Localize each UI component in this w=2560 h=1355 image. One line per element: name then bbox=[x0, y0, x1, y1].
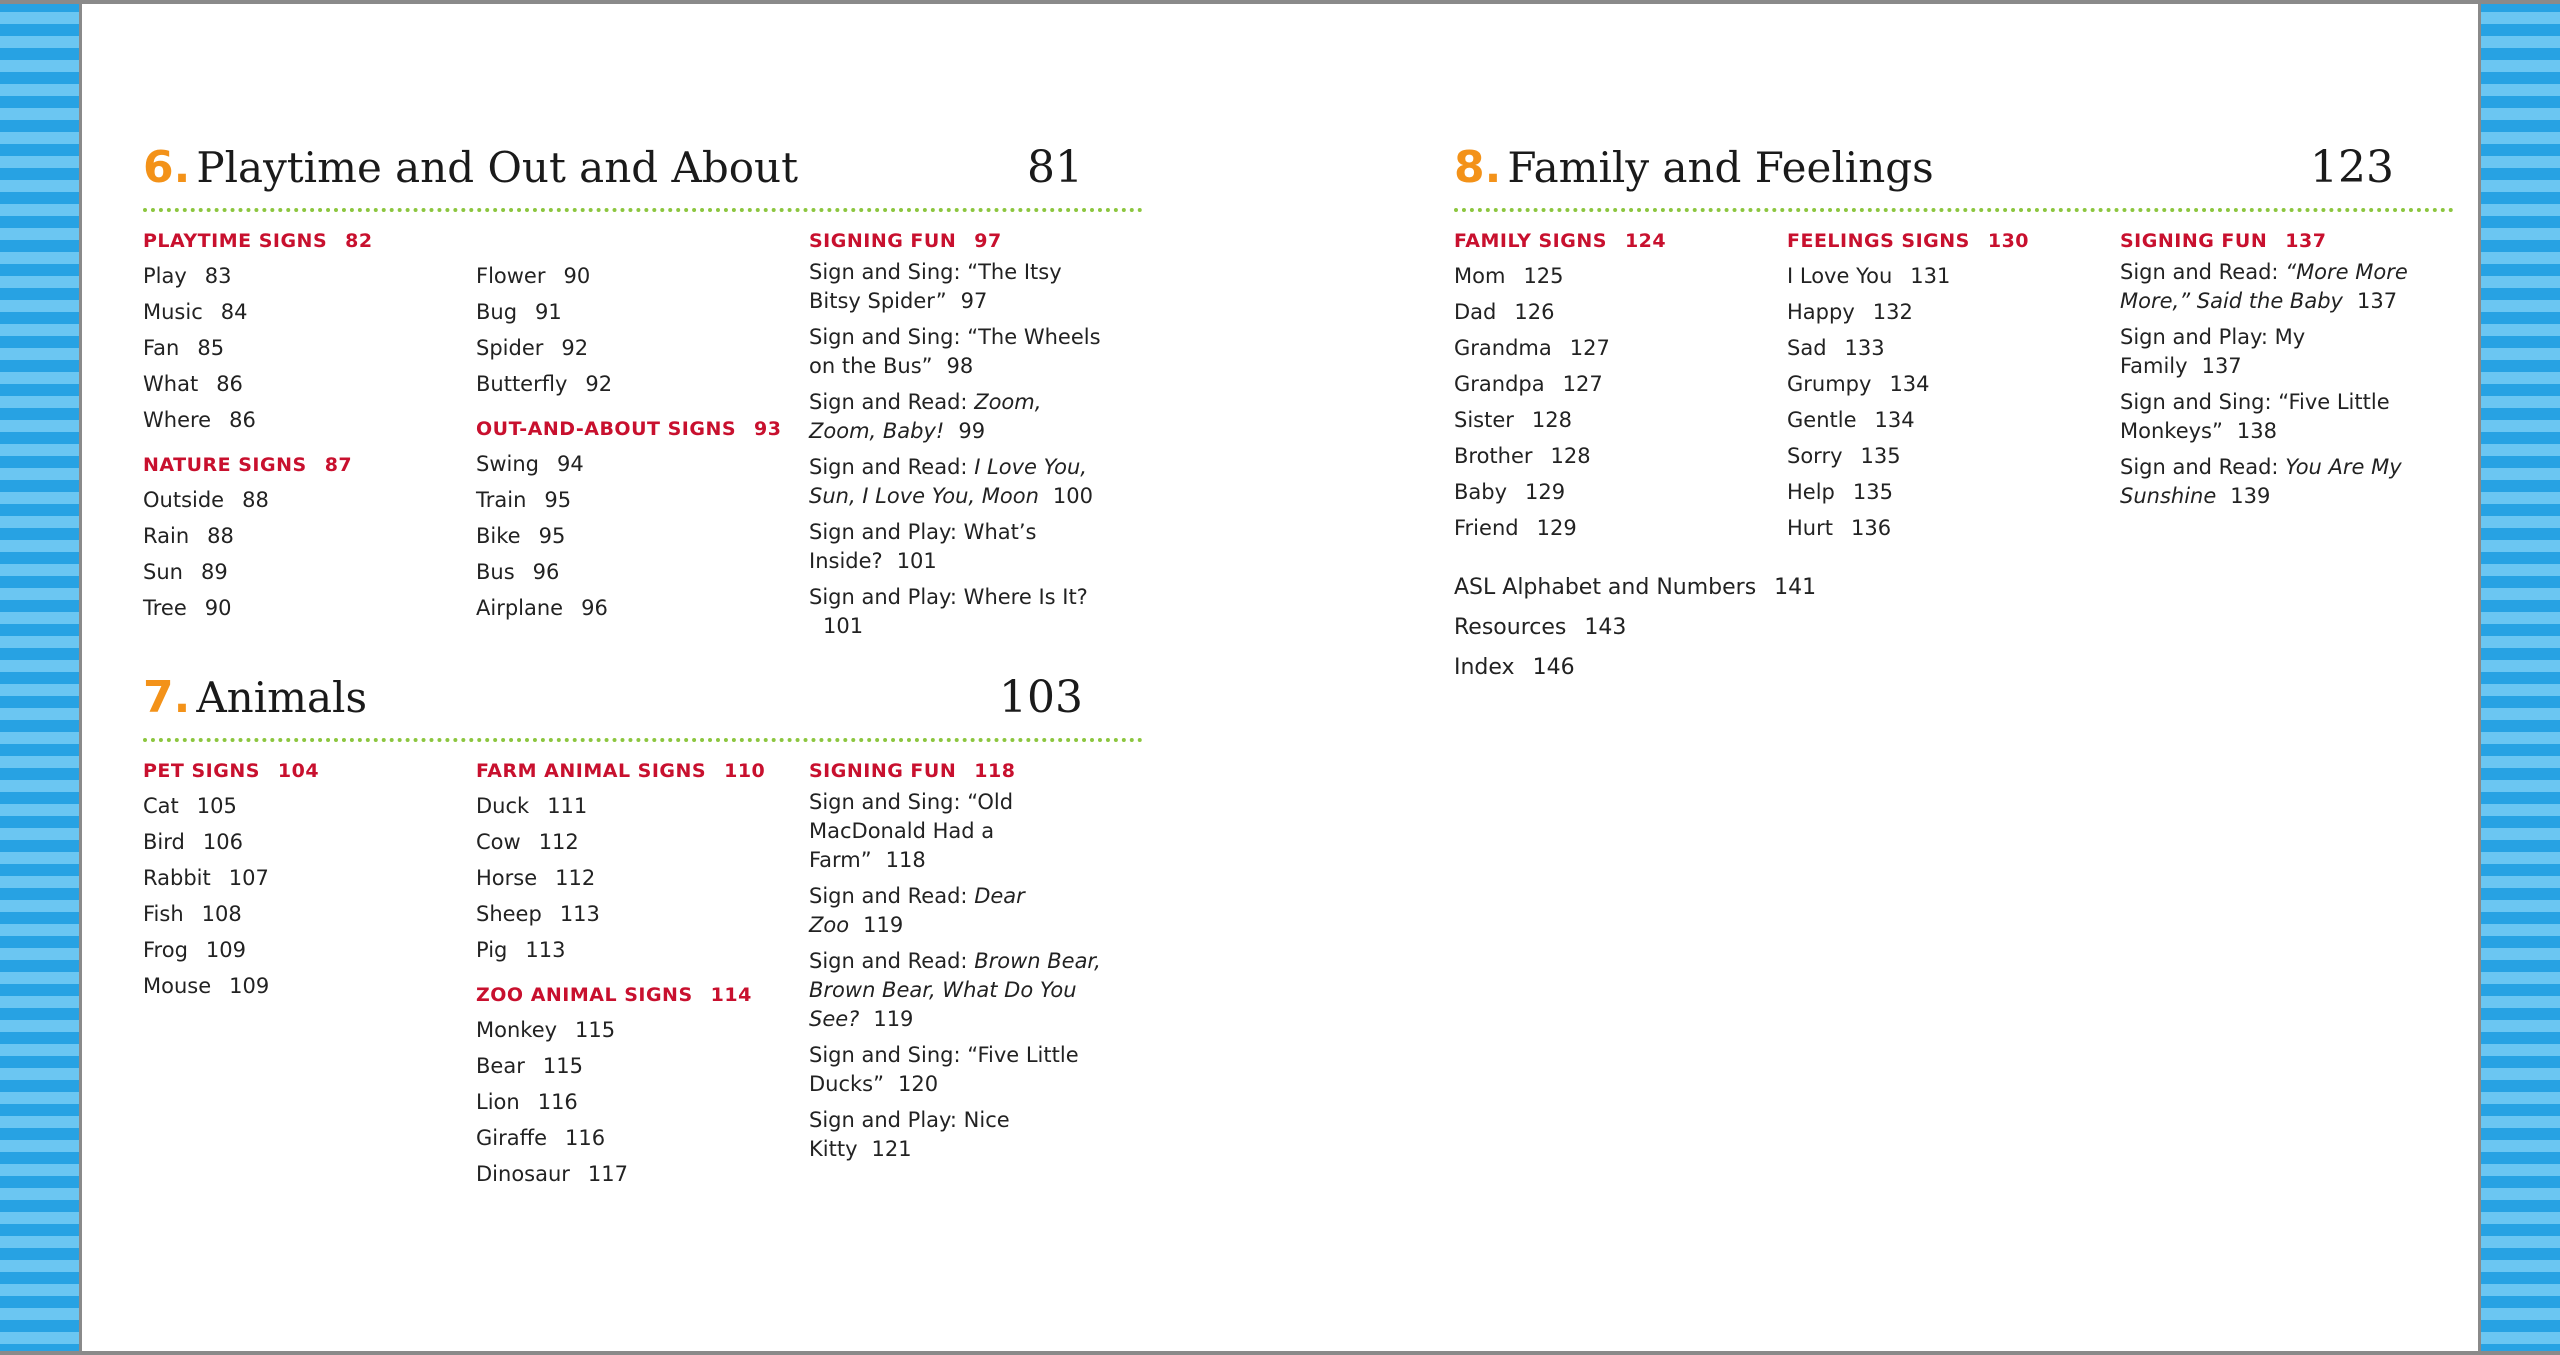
entry-page-number: 86 bbox=[229, 408, 256, 432]
entry-label: Baby bbox=[1454, 480, 1508, 504]
entry-page-number: 132 bbox=[1872, 300, 1913, 324]
entry-label: Mouse bbox=[143, 974, 212, 998]
entry-page-number: 92 bbox=[585, 372, 613, 396]
section-heading-label: SIGNING FUN bbox=[809, 760, 957, 782]
signing-fun-entry[interactable] bbox=[809, 323, 1109, 381]
entry-page-number: 117 bbox=[587, 1162, 629, 1186]
entry-label: Butterfly bbox=[476, 372, 568, 396]
section-page-number: 97 bbox=[974, 230, 1002, 252]
signing-fun-entry[interactable] bbox=[809, 1041, 1109, 1099]
entry-page-number: 88 bbox=[207, 524, 234, 548]
entry-label: Bug bbox=[476, 300, 518, 324]
back-matter-entry[interactable] bbox=[1454, 608, 1816, 648]
entry-label: Dinosaur bbox=[476, 1162, 570, 1186]
entry-label: Rabbit bbox=[143, 866, 211, 890]
signing-fun-entry[interactable] bbox=[809, 258, 1109, 316]
right-stripe-border bbox=[2478, 0, 2560, 1355]
section-spacer bbox=[476, 224, 809, 258]
section-heading-label: ZOO ANIMAL SIGNS bbox=[476, 984, 693, 1006]
toc-entry[interactable] bbox=[1787, 510, 2120, 546]
section-page-number: 93 bbox=[754, 418, 782, 440]
toc-entry[interactable] bbox=[143, 968, 476, 1004]
entry-page-number: 88 bbox=[242, 488, 269, 512]
toc-entry[interactable] bbox=[1454, 366, 1787, 402]
entry-page-number: 133 bbox=[1844, 336, 1885, 360]
entry-label: Sign and Sing: “The Itsy Bitsy Spider” bbox=[809, 260, 1062, 313]
entry-label: Sign and Play: Nice Kitty bbox=[809, 1108, 1010, 1161]
entry-page-number: 134 bbox=[1889, 372, 1930, 396]
back-matter-list bbox=[1454, 568, 1816, 688]
entry-label: Sun bbox=[143, 560, 183, 584]
chapter-6 bbox=[143, 142, 1143, 648]
entry-page-number: 97 bbox=[960, 289, 988, 313]
toc-entry[interactable] bbox=[143, 518, 476, 554]
entry-label: Brother bbox=[1454, 444, 1533, 468]
chapter-number: 8. bbox=[1454, 142, 1502, 193]
entry-page-number: 95 bbox=[544, 488, 572, 512]
toc-entry[interactable] bbox=[476, 1084, 809, 1120]
entry-label: Play bbox=[143, 264, 187, 288]
entry-label: Airplane bbox=[476, 596, 564, 620]
section-heading bbox=[476, 412, 809, 446]
entry-page-number: 96 bbox=[581, 596, 608, 620]
entry-label: Sign and Play: Where Is It? bbox=[809, 585, 1088, 609]
entry-label: ASL Alphabet and Numbers bbox=[1454, 575, 1757, 600]
section-heading-label: FARM ANIMAL SIGNS bbox=[476, 760, 707, 782]
entry-page-number: 99 bbox=[958, 419, 986, 443]
entry-page-number: 135 bbox=[1852, 480, 1893, 504]
toc-entry[interactable] bbox=[476, 518, 809, 554]
toc-column bbox=[476, 224, 809, 648]
chapter-page-number: 123 bbox=[2310, 142, 2394, 193]
entry-label: Sign and Play: What’s Inside? bbox=[809, 520, 1037, 573]
entry-title-italic: I Love You, Sun, I Love You, Moon bbox=[809, 455, 1087, 508]
toc-columns bbox=[1454, 224, 2454, 546]
entry-page-number: 141 bbox=[1774, 575, 1817, 600]
entry-page-number: 126 bbox=[1514, 300, 1555, 324]
entry-label: Sign and Sing: “The Wheels on the Bus” bbox=[809, 325, 1101, 378]
entry-label: Swing bbox=[476, 452, 539, 476]
toc-entry[interactable] bbox=[476, 788, 809, 824]
entry-page-number: 101 bbox=[896, 549, 937, 573]
chapter-title: Animals bbox=[196, 673, 368, 722]
toc-entry[interactable] bbox=[1787, 438, 2120, 474]
entry-page-number: 134 bbox=[1874, 408, 1915, 432]
signing-fun-column bbox=[809, 754, 1109, 1192]
entry-label: Fan bbox=[143, 336, 180, 360]
toc-entry[interactable] bbox=[1454, 294, 1787, 330]
toc-columns bbox=[143, 224, 1143, 648]
entry-page-number: 112 bbox=[538, 830, 579, 854]
chapter-page-number: 81 bbox=[1027, 142, 1083, 193]
entry-page-number: 84 bbox=[220, 300, 248, 324]
entry-label: Spider bbox=[476, 336, 544, 360]
entry-page-number: 98 bbox=[946, 354, 974, 378]
section-heading-label: FAMILY SIGNS bbox=[1454, 230, 1607, 252]
signing-fun-entry[interactable] bbox=[2120, 453, 2420, 511]
chapter-heading bbox=[1454, 142, 2454, 200]
entry-label: I Love You bbox=[1787, 264, 1893, 288]
back-matter-entry[interactable] bbox=[1454, 568, 1816, 608]
toc-column bbox=[143, 754, 476, 1192]
section-heading-label: OUT-AND-ABOUT SIGNS bbox=[476, 418, 737, 440]
entry-page-number: 92 bbox=[561, 336, 589, 360]
entry-page-number: 101 bbox=[823, 614, 864, 638]
toc-entry[interactable] bbox=[1787, 258, 2120, 294]
entry-page-number: 107 bbox=[228, 866, 269, 890]
entry-title-italic: Brown Bear, Brown Bear, What Do You See? bbox=[809, 949, 1101, 1031]
entry-page-number: 91 bbox=[535, 300, 562, 324]
entry-page-number: 120 bbox=[898, 1072, 939, 1096]
entry-page-number: 121 bbox=[871, 1137, 912, 1161]
section-heading bbox=[1454, 224, 1787, 258]
entry-page-number: 119 bbox=[863, 913, 904, 937]
entry-label: Sign and Play: My Family bbox=[2120, 325, 2306, 378]
entry-page-number: 95 bbox=[538, 524, 566, 548]
entry-page-number: 100 bbox=[1052, 484, 1093, 508]
entry-label: Sorry bbox=[1787, 444, 1843, 468]
toc-entry[interactable] bbox=[143, 330, 476, 366]
frame-top bbox=[0, 0, 2560, 4]
toc-entry[interactable] bbox=[143, 258, 476, 294]
entry-label: Gentle bbox=[1787, 408, 1857, 432]
section-heading bbox=[143, 448, 476, 482]
entry-label: Flower bbox=[476, 264, 546, 288]
frame-bottom bbox=[0, 1351, 2560, 1355]
entry-label: Sign and Sing: “Old MacDonald Had a Farm” bbox=[809, 790, 1014, 872]
section-page-number: 82 bbox=[345, 230, 373, 252]
entry-label: Hurt bbox=[1787, 516, 1833, 540]
entry-label: Grandma bbox=[1454, 336, 1552, 360]
toc-entry[interactable] bbox=[143, 824, 476, 860]
toc-entry[interactable] bbox=[476, 554, 809, 590]
entry-label: Dad bbox=[1454, 300, 1497, 324]
signing-fun-entry[interactable] bbox=[2120, 258, 2420, 316]
toc-entry[interactable] bbox=[1787, 366, 2120, 402]
toc-entry[interactable] bbox=[1454, 330, 1787, 366]
toc-entry[interactable] bbox=[476, 1012, 809, 1048]
entry-label: Lion bbox=[476, 1090, 520, 1114]
entry-page-number: 109 bbox=[229, 974, 270, 998]
chapter-title: Family and Feelings bbox=[1507, 143, 1934, 192]
entry-label: Sad bbox=[1787, 336, 1827, 360]
entry-label: Help bbox=[1787, 480, 1835, 504]
entry-page-number: 108 bbox=[201, 902, 242, 926]
signing-fun-entry[interactable] bbox=[2120, 323, 2420, 381]
entry-page-number: 138 bbox=[2236, 419, 2277, 443]
entry-label: Frog bbox=[143, 938, 188, 962]
section-page-number: 114 bbox=[710, 984, 752, 1006]
toc-entry[interactable] bbox=[476, 590, 809, 626]
section-page-number: 110 bbox=[724, 760, 766, 782]
toc-entry[interactable] bbox=[143, 482, 476, 518]
entry-page-number: 127 bbox=[1562, 372, 1603, 396]
left-stripe-border bbox=[0, 0, 82, 1355]
section-heading bbox=[476, 754, 809, 788]
signing-fun-entry[interactable] bbox=[809, 583, 1109, 641]
entry-label: Sign and Read: bbox=[2120, 260, 2286, 284]
entry-page-number: 115 bbox=[542, 1054, 583, 1078]
entry-page-number: 118 bbox=[885, 848, 926, 872]
entry-label: Grandpa bbox=[1454, 372, 1545, 396]
toc-entry[interactable] bbox=[1454, 258, 1787, 294]
section-heading bbox=[2120, 224, 2420, 258]
section-heading-label: FEELINGS SIGNS bbox=[1787, 230, 1970, 252]
entry-label: Bus bbox=[476, 560, 515, 584]
toc-entry[interactable] bbox=[476, 1048, 809, 1084]
toc-entry[interactable] bbox=[476, 258, 809, 294]
entry-title-italic: Zoom, Zoom, Baby! bbox=[809, 390, 1042, 443]
chapter-7 bbox=[143, 672, 1143, 1192]
entry-page-number: 85 bbox=[197, 336, 225, 360]
entry-label: Cat bbox=[143, 794, 179, 818]
toc-entry[interactable] bbox=[476, 482, 809, 518]
toc-entry[interactable] bbox=[476, 896, 809, 932]
entry-page-number: 139 bbox=[2230, 484, 2271, 508]
entry-label: Giraffe bbox=[476, 1126, 547, 1150]
back-matter-entry[interactable] bbox=[1454, 648, 1816, 688]
signing-fun-entry[interactable] bbox=[809, 882, 1109, 940]
toc-entry[interactable] bbox=[1454, 438, 1787, 474]
entry-label: What bbox=[143, 372, 199, 396]
toc-entry[interactable] bbox=[143, 788, 476, 824]
section-heading bbox=[809, 224, 1109, 258]
entry-page-number: 115 bbox=[575, 1018, 616, 1042]
entry-page-number: 135 bbox=[1860, 444, 1901, 468]
entry-label: Sign and Read: bbox=[2120, 455, 2286, 479]
entry-label: Tree bbox=[143, 596, 187, 620]
entry-title-italic: You Are My Sunshine bbox=[2120, 455, 2402, 508]
entry-label: Fish bbox=[143, 902, 184, 926]
entry-page-number: 96 bbox=[532, 560, 560, 584]
entry-label: Happy bbox=[1787, 300, 1855, 324]
chapter-number: 6. bbox=[143, 142, 191, 193]
chapter-8 bbox=[1454, 142, 2454, 546]
toc-entry[interactable] bbox=[476, 1120, 809, 1156]
toc-entry[interactable] bbox=[476, 446, 809, 482]
toc-column bbox=[476, 754, 809, 1192]
entry-title-italic: “More More More,” Said the Baby bbox=[2120, 260, 2408, 313]
entry-page-number: 131 bbox=[1910, 264, 1951, 288]
entry-label: Train bbox=[476, 488, 527, 512]
entry-page-number: 146 bbox=[1532, 655, 1575, 680]
entry-page-number: 143 bbox=[1584, 615, 1627, 640]
toc-columns bbox=[143, 754, 1143, 1192]
signing-fun-entry[interactable] bbox=[809, 518, 1109, 576]
toc-entry[interactable] bbox=[476, 824, 809, 860]
entry-page-number: 128 bbox=[1531, 408, 1572, 432]
chapter-number: 7. bbox=[143, 672, 191, 723]
section-heading-label: NATURE SIGNS bbox=[143, 454, 307, 476]
entry-page-number: 119 bbox=[873, 1007, 914, 1031]
toc-entry[interactable] bbox=[476, 330, 809, 366]
entry-title-italic: Dear Zoo bbox=[809, 884, 1025, 937]
dotted-rule bbox=[1454, 208, 2454, 212]
entry-label: Sign and Sing: “Five Little Ducks” bbox=[809, 1043, 1079, 1096]
signing-fun-entry[interactable] bbox=[809, 947, 1109, 1034]
section-heading-label: SIGNING FUN bbox=[2120, 230, 2268, 252]
entry-page-number: 94 bbox=[556, 452, 584, 476]
entry-label: Grumpy bbox=[1787, 372, 1872, 396]
entry-label: Index bbox=[1454, 655, 1515, 680]
entry-label: Mom bbox=[1454, 264, 1506, 288]
signing-fun-entry[interactable] bbox=[809, 388, 1109, 446]
chapter-page-number: 103 bbox=[999, 672, 1083, 723]
entry-page-number: 129 bbox=[1536, 516, 1577, 540]
chapter-title: Playtime and Out and About bbox=[196, 143, 798, 192]
entry-page-number: 128 bbox=[1550, 444, 1591, 468]
section-page-number: 130 bbox=[1987, 230, 2030, 252]
entry-label: Sheep bbox=[476, 902, 542, 926]
toc-entry[interactable] bbox=[476, 860, 809, 896]
section-heading-label: SIGNING FUN bbox=[809, 230, 957, 252]
entry-label: Duck bbox=[476, 794, 530, 818]
entry-page-number: 113 bbox=[559, 902, 600, 926]
entry-page-number: 89 bbox=[200, 560, 228, 584]
toc-entry[interactable] bbox=[476, 366, 809, 402]
entry-page-number: 90 bbox=[204, 596, 232, 620]
signing-fun-entry[interactable] bbox=[2120, 388, 2420, 446]
entry-page-number: 111 bbox=[547, 794, 588, 818]
entry-page-number: 137 bbox=[2201, 354, 2242, 378]
signing-fun-entry[interactable] bbox=[809, 453, 1109, 511]
entry-page-number: 136 bbox=[1850, 516, 1892, 540]
entry-label: Sign and Sing: “Five Little Monkeys” bbox=[2120, 390, 2390, 443]
toc-column bbox=[143, 224, 476, 648]
toc-entry[interactable] bbox=[143, 860, 476, 896]
signing-fun-entry[interactable] bbox=[809, 1106, 1109, 1164]
chapter-heading bbox=[143, 672, 1143, 730]
signing-fun-column bbox=[2120, 224, 2420, 546]
entry-label: Sign and Read: bbox=[809, 455, 975, 479]
entry-page-number: 137 bbox=[2356, 289, 2398, 313]
toc-column bbox=[1787, 224, 2120, 546]
toc-entry[interactable] bbox=[1454, 402, 1787, 438]
entry-label: Rain bbox=[143, 524, 190, 548]
entry-page-number: 109 bbox=[205, 938, 246, 962]
toc-entry[interactable] bbox=[1787, 294, 2120, 330]
section-heading bbox=[476, 978, 809, 1012]
section-heading bbox=[143, 224, 476, 258]
entry-page-number: 116 bbox=[565, 1126, 606, 1150]
toc-entry[interactable] bbox=[143, 932, 476, 968]
section-page-number: 137 bbox=[2285, 230, 2327, 252]
entry-label: Sign and Read: bbox=[809, 884, 975, 908]
section-heading bbox=[143, 754, 476, 788]
toc-entry[interactable] bbox=[1787, 330, 2120, 366]
entry-page-number: 105 bbox=[196, 794, 237, 818]
entry-page-number: 90 bbox=[563, 264, 591, 288]
entry-label: Music bbox=[143, 300, 203, 324]
entry-label: Monkey bbox=[476, 1018, 558, 1042]
entry-label: Where bbox=[143, 408, 212, 432]
section-heading-label: PET SIGNS bbox=[143, 760, 260, 782]
entry-page-number: 116 bbox=[537, 1090, 578, 1114]
entry-label: Cow bbox=[476, 830, 521, 854]
entry-page-number: 86 bbox=[216, 372, 243, 396]
section-page-number: 104 bbox=[277, 760, 320, 782]
toc-entry[interactable] bbox=[1454, 474, 1787, 510]
toc-entry[interactable] bbox=[476, 1156, 809, 1192]
entry-label: Bear bbox=[476, 1054, 525, 1078]
toc-entry[interactable] bbox=[476, 294, 809, 330]
section-heading-label: PLAYTIME SIGNS bbox=[143, 230, 328, 252]
toc-entry[interactable] bbox=[1787, 474, 2120, 510]
section-heading bbox=[1787, 224, 2120, 258]
entry-label: Horse bbox=[476, 866, 538, 890]
entry-label: Sister bbox=[1454, 408, 1514, 432]
entry-page-number: 129 bbox=[1525, 480, 1566, 504]
toc-entry[interactable] bbox=[143, 366, 476, 402]
toc-entry[interactable] bbox=[143, 402, 476, 438]
toc-entry[interactable] bbox=[143, 294, 476, 330]
toc-entry[interactable] bbox=[476, 932, 809, 968]
entry-page-number: 125 bbox=[1523, 264, 1564, 288]
section-page-number: 118 bbox=[974, 760, 1016, 782]
entry-label: Outside bbox=[143, 488, 225, 512]
signing-fun-entry[interactable] bbox=[809, 788, 1109, 875]
entry-label: Pig bbox=[476, 938, 508, 962]
section-page-number: 124 bbox=[1624, 230, 1667, 252]
chapter-heading bbox=[143, 142, 1143, 200]
entry-label: Friend bbox=[1454, 516, 1519, 540]
toc-entry[interactable] bbox=[1454, 510, 1787, 546]
entry-page-number: 113 bbox=[525, 938, 566, 962]
section-heading bbox=[809, 754, 1109, 788]
toc-entry[interactable] bbox=[143, 896, 476, 932]
toc-entry[interactable] bbox=[143, 590, 476, 626]
toc-entry[interactable] bbox=[143, 554, 476, 590]
entry-page-number: 127 bbox=[1569, 336, 1610, 360]
entry-label: Bike bbox=[476, 524, 521, 548]
signing-fun-column bbox=[809, 224, 1109, 648]
dotted-rule bbox=[143, 738, 1143, 742]
entry-label: Bird bbox=[143, 830, 185, 854]
toc-column bbox=[1454, 224, 1787, 546]
entry-label: Resources bbox=[1454, 615, 1567, 640]
entry-page-number: 106 bbox=[202, 830, 243, 854]
toc-entry[interactable] bbox=[1787, 402, 2120, 438]
dotted-rule bbox=[143, 208, 1143, 212]
entry-label: Sign and Read: bbox=[809, 949, 975, 973]
entry-page-number: 112 bbox=[555, 866, 596, 890]
section-page-number: 87 bbox=[324, 454, 353, 476]
entry-page-number: 83 bbox=[204, 264, 232, 288]
entry-label: Sign and Read: bbox=[809, 390, 975, 414]
